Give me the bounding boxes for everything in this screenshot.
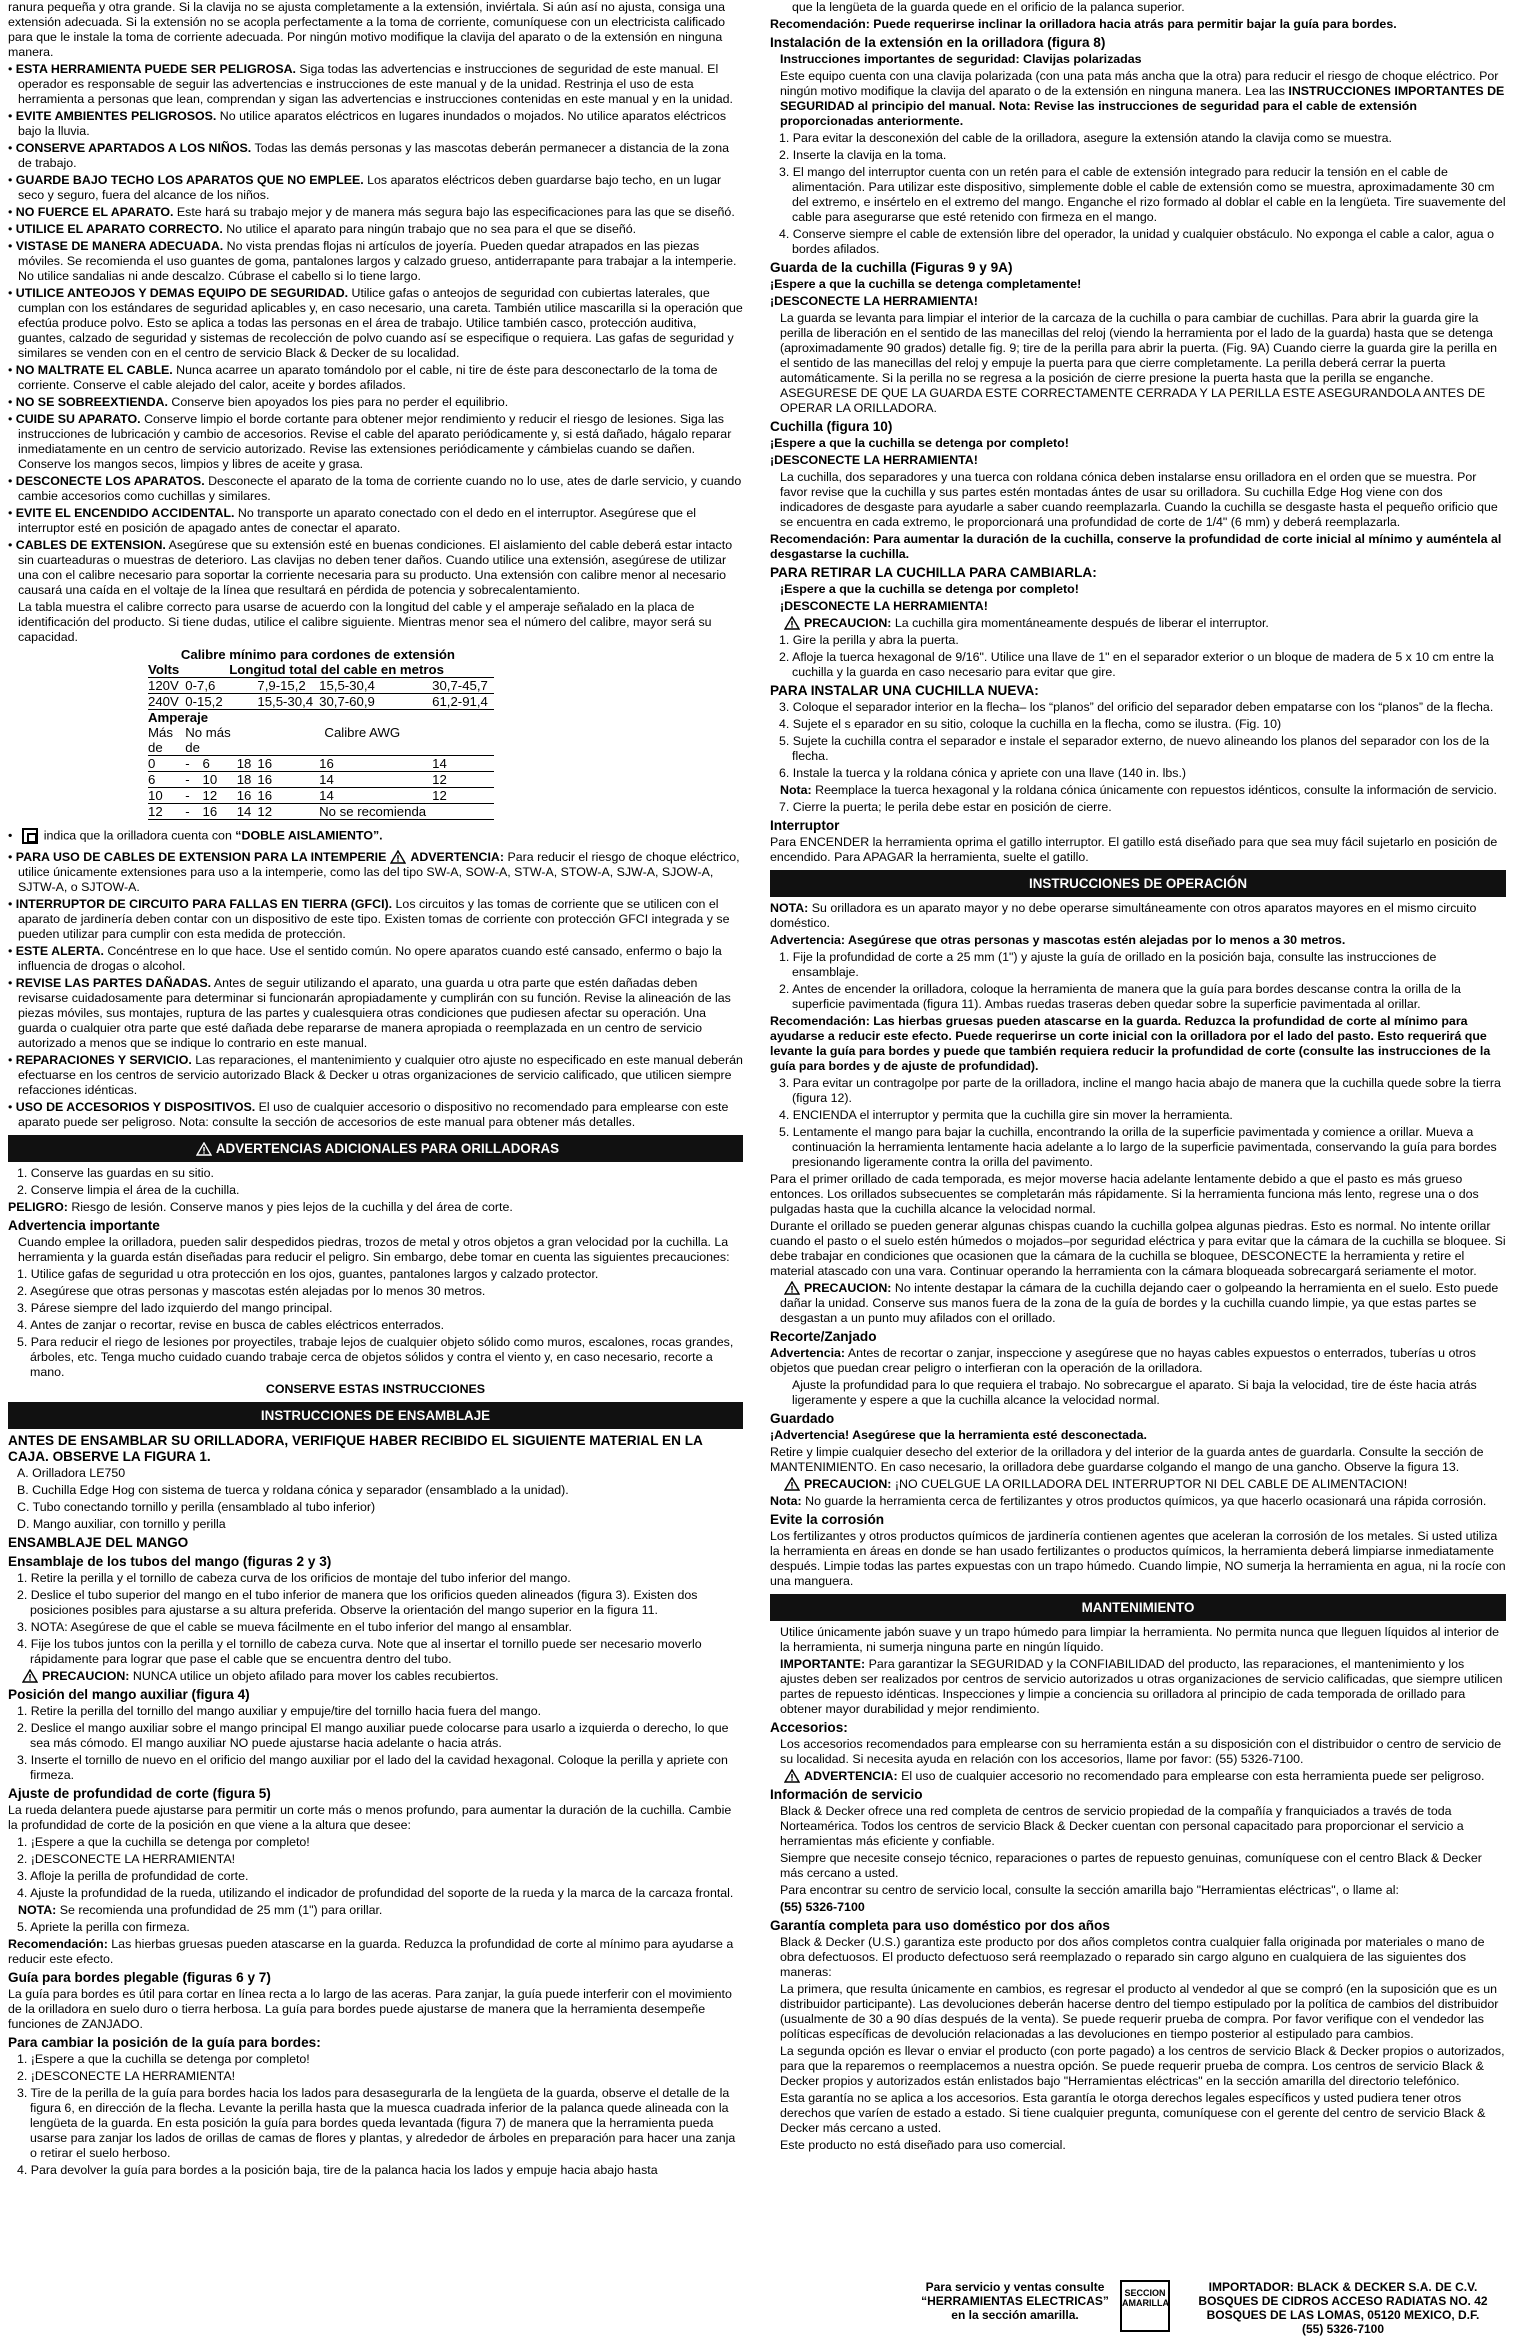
danger-label: PELIGRO: [8, 1200, 68, 1214]
handle-assembly-heading: ENSAMBLAJE DEL MANGO [8, 1535, 189, 1550]
assembly-step: 4. Ajuste la profundidad de la rueda, utilizando el indicador de profundidad del soporte de la rueda y la marca de la carcaza frontal. [17, 1886, 734, 1900]
cut-depth-title: Ajuste de profundidad de corte (figura 5) [8, 1786, 271, 1801]
service-info-paragraph: (55) 5326-7100 [780, 1900, 865, 1914]
double-insulation-note: • indica que la orilladora cuenta con “DOBLE AISLAMIENTO”. [8, 828, 383, 843]
blade-step: 6. Instale la tuerca y la roldana cónica y apriete con una llave (140 in. lbs.) [779, 766, 1187, 780]
safety-rule: • NO FUERCE EL APARATO. Este hará su trabajo mejor y de manera más segura bajo las especificaciones para las que se diseñó. [8, 205, 735, 219]
safety-rule-title: CABLES DE EXTENSION. [15, 538, 166, 552]
remove-blade-warning: ¡DESCONECTE LA HERRAMIENTA! [780, 599, 988, 613]
section-bar-additional-warnings [8, 1135, 743, 1162]
recommendation-note-label: Recomendación: [8, 1937, 108, 1951]
section-bar-maintenance-text: MANTENIMIENTO [1081, 1600, 1195, 1615]
safety-rule: • INTERRUPTOR DE CIRCUITO PARA FALLAS EN TIERRA (GFCI). Los circuitos y las tomas de corriente que se utilicen con el aparato de jardinería deben contar con un dispositivo de este tipo. Existen tomas de corriente con protección GFCI integrada y se pueden utilizar para cumplir con esta medida de protección. [8, 897, 730, 941]
table-cell: 14 [237, 804, 258, 820]
keep-instructions: CONSERVE ESTAS INSTRUCCIONES [265, 1382, 486, 1396]
table-cell: - [185, 772, 202, 788]
remove-blade-title: PARA RETIRAR LA CUCHILLA PARA CAMBIARLA: [770, 565, 1097, 580]
box-content-item: A. Orilladora LE750 [17, 1466, 126, 1480]
section-bar-operation-text: INSTRUCCIONES DE OPERACIÓN [1029, 876, 1247, 891]
precaution-note-label: PRECAUCION: [42, 1669, 130, 1683]
storage-note-label: Nota: [770, 1494, 802, 1508]
assembly-step: 2. ¡DESCONECTE LA HERRAMIENTA! [17, 2069, 236, 2083]
blade-warning: ¡Espere a que la cuchilla se detenga por completo! [770, 436, 1069, 450]
recommendation-note-label: Recomendación: [770, 17, 870, 31]
warning-list-item: 2. Conserve limpia el área de la cuchilla. [17, 1183, 240, 1197]
blade-step: 7. Cierre la puerta; le perila debe estar en posición de cierre. [779, 800, 1112, 814]
table-cell: 16 [237, 788, 258, 804]
footer-service-note [920, 2280, 1110, 2322]
safety-rule-title: VISTASE DE MANERA ADECUADA. [15, 239, 224, 253]
maintenance-important: IMPORTANTE: Para garantizar la SEGURIDAD y la CONFIABILIDAD del producto, las reparaciones, el mantenimiento y los ajustes deben ser realizados por centros de servicio autorizados u otras organizaciones de servicio calificadas, que siempre utilicen partes de repuesto idénticas. Inspecciones y limpie a conciencia su orilladora al principio de cada temporada de orillado para obtener mayor durabilidad y mejor rendimiento. [780, 1657, 1503, 1716]
safety-rule-text: Conserve bien apoyados los pies para no perder el equilibrio. [167, 395, 509, 409]
table-row [148, 740, 494, 756]
intro-paragraph: ranura pequeña y otra grande. Si la clavija no se ajusta completamente a la extensión, inviértala. Si aún así no ajusta, consiga una extensión adecuada. Si la extensión no se acopla perfectamente a la toma de corriente, comuníquese con un electricista calificado para que le instale la toma de corriente adecuada. Por ningún motivo modifique la clavija del aparato o de la extensión en ninguna manera. [8, 0, 726, 59]
safety-rule-title: REVISE LAS PARTES DAÑADAS. [15, 976, 212, 990]
blade-step: 3. Coloque el separador interior en la flecha– los “planos” del orificio del separador deben empatarse con los “planos” de la flecha. [779, 700, 1494, 714]
operation-step: 2. Antes de encender la orilladora, coloque la herramienta de manera que la guía para bordes descanse contra la orilla de la superficie pavimentada (figura 11). Ambas ruedas traseras deben quedar sobre la superficie pavimentada al orillar. [779, 982, 1461, 1011]
warning-triangle-icon [784, 1477, 800, 1491]
warning-triangle-icon [784, 1281, 800, 1295]
table-row [148, 756, 494, 772]
corrosion-text: Los fertilizantes y otros productos químicos de jardinería contienen agentes que aceleran la corrosión de los metales. Si usted utiliza la herramienta en áreas en donde se han usado fertilizantes o productos químicos, la herramienta deberá limpiarse inmediatamente después. Limpie todas las partes expuestas con un trapo húmedo. Cuando limpie, NO sumerja la herramienta en agua, ni la rocíe con una manguera. [770, 1529, 1506, 1588]
table-cell: - [185, 788, 202, 804]
box-content-item: C. Tubo conectando tornillo y perilla (ensamblado al tubo inferior) [17, 1500, 376, 1514]
safety-rule-text: No transporte un aparato conectado con el dedo en el interruptor. Asegúrese que el interruptor esté en posición de apagado antes de conectar el aparato. [18, 506, 696, 535]
handle-tubes-title: Ensamblaje de los tubos del mango (figuras 2 y 3) [8, 1554, 332, 1569]
footer-line: “HERRAMIENTAS ELECTRICAS” [921, 2294, 1109, 2308]
service-info-paragraph: Siempre que necesite consejo técnico, reparaciones o partes de repuesto genuinas, comuníquese con el centro Black & Decker más cercano a usted. [780, 1851, 1482, 1880]
safety-rule: • REPARACIONES Y SERVICIO. Las reparaciones, el mantenimiento y cualquier otro ajuste no especificado en este manual deberán efectuarse en los centros de servicio autorizado Black & Decker u otras organizaciones de servicio calificado, que utilicen siempre refacciones idénticas. [8, 1053, 743, 1097]
warning-triangle-icon [196, 1142, 212, 1156]
warning-triangle-icon [784, 1769, 800, 1783]
assembly-step: 1. ¡Espere a que la cuchilla se detenga por completo! [17, 1835, 310, 1849]
table-cell: No más [185, 725, 231, 740]
extension-table-intro: La tabla muestra el calibre correcto para usarse de acuerdo con la longitud del cable y el amperaje señalado en la placa de identificación del producto. Si tiene dudas, utilice el calibre siguiente. Mientras menor sea el número del calibre, mayor será su capacidad. [18, 600, 712, 644]
storage-title: Guardado [770, 1411, 835, 1426]
safety-rule: • UTILICE EL APARATO CORRECTO. No utilice el aparato para ningún trabajo que no sea para el que se diseñó. [8, 222, 637, 236]
table-cell: de [185, 740, 236, 756]
table-cell: 15,5-30,4 [319, 678, 432, 694]
table-row [148, 772, 494, 788]
precaution-note: PRECAUCION: NUNCA utilice un objeto afilado para mover los cables recubiertos. [8, 1669, 743, 1684]
table-cell [432, 804, 494, 820]
table-cell: 7,9-15,2 [257, 678, 319, 694]
table-cell: 0 [148, 756, 185, 772]
safety-rule-title: PARA USO DE CABLES DE EXTENSION PARA LA INTEMPERIE [15, 850, 387, 864]
yellow-pages-logo: SECCION AMARILLA [1120, 2280, 1170, 2332]
table-cell: 16 [257, 756, 319, 772]
recommendation-note-label: Recomendación: [770, 1014, 870, 1028]
polarized-plug-subtitle: Instrucciones importantes de seguridad: Clavijas polarizadas [780, 52, 1142, 66]
table-cell: de [148, 740, 185, 756]
safety-rule-title: NO SE SOBREEXTIENDA. [15, 395, 168, 409]
blade-guard-text: La guarda se levanta para limpiar el interior de la carcaza de la cuchilla o para cambiar de cuchillas. Para abrir la guarda gire la perilla de liberación en el sentido de las manecillas del reloj (viendo la herramienta por el lado de la guarda) hasta que se detenga (aproximadamente 90 grados) detalle fig. 9; tire de la perilla para abrir la puerta. (Fig. 9A) Cuando cierre la guarda gire la perilla en el sentido de las manecillas del reloj y empuje la puerta para que cierre completamente. La perilla deberá cerrar la puerta automáticamente. Si la perilla no se regresa a la posición de cierre presione la puerta hasta que la perilla se enganche. ASEGURESE DE QUE LA GUARDA ESTE CORRECTAMENTE CERRADA Y LA PERILLA ESTE ASEGURANDOLA ANTES DE OPERAR LA ORILLADORA. [780, 311, 1497, 415]
operation-note: NOTA: Su orilladora es un aparato mayor y no debe operarse simultáneamente con otros aparatos mayores en el mismo circuito doméstico. [770, 901, 1477, 930]
recommendation-note: Recomendación: Las hierbas gruesas pueden atascarse en la guarda. Reduzca la profundidad de corte al mínimo para ayudarse a reducir este efecto. [8, 1937, 734, 1966]
service-info-title: Información de servicio [770, 1787, 923, 1802]
assembly-step: 1. ¡Espere a que la cuchilla se detenga por completo! [17, 2052, 310, 2066]
table-cell: No se recomienda [319, 804, 432, 820]
table-cell: 16 [257, 772, 319, 788]
safety-rule-title: DESCONECTE LOS APARATOS. [15, 474, 205, 488]
blade-note: Nota: Reemplace la tuerca hexagonal y la roldana cónica únicamente con repuestos idénticos, consulte la información de servicio. [780, 783, 1497, 797]
assembly-step: 3. Tire de la perilla de la guía para bordes hacia los lados para desasegurarla de la lengüeta de la guarda, observe el detalle de la figura 6, en dirección de la flecha. Levante la perilla hasta que la muesca cuadrada inferior de la palanca quede alineada con la lengüeta de la guarda. En esta posición la guía para bordes queda levantada (figura 7) de manera que la herramienta pueda usarse para zanjar los lados de orillas de camas de flores y plantas, y alrededor de árboles en preparación para hacer una zanja o retirar el suelo herboso. [17, 2086, 736, 2160]
switch-text: Para ENCENDER la herramienta oprima el gatillo interruptor. El gatillo está diseñado para que sea muy fácil sujetarlo en posición de encendido. Para APAGAR la herramienta, suelte el gatillo. [770, 835, 1498, 864]
table-cell: Volts [148, 662, 185, 678]
table-cell: 14 [432, 756, 494, 772]
precaution-note-label: PRECAUCION: [804, 616, 892, 630]
safety-rule-text: Asegúrese que su extensión esté en buenas condiciones. El aislamiento del cable deberá estar intacto sin cuarteaduras o muestras de deterioro. Las clavijas no deben tener daños. Cuando utilice una extensión, asegúrese de utilizar una con el calibre necesario para soportar la corriente necesaria para su producto. Una extensión con calibre menor al necesario causará una caída en el voltaje de la línea que resultará en pérdida de potencia y sobrecalentamiento. [18, 538, 733, 597]
warning-triangle-icon [390, 850, 406, 864]
safety-rule-title: INTERRUPTOR DE CIRCUITO PARA FALLAS EN TIERRA (GFCI). [15, 897, 393, 911]
danger-text: Riesgo de lesión. Conserve manos y pies lejos de la cuchilla y del área de corte. [67, 1200, 513, 1214]
double-insulation-bold: “DOBLE AISLAMIENTO”. [235, 828, 383, 843]
table-cell: 61,2-91,4 [432, 694, 494, 710]
safety-rule-title: CONSERVE APARTADOS A LOS NIÑOS. [15, 141, 252, 155]
cut-depth-note: NOTA: Se recomienda una profundidad de 25 mm (1") para orillar. [18, 1903, 383, 1917]
assembly-step: 3. Afloje la perilla de profundidad de corte. [17, 1869, 249, 1883]
table-cell: 30,7-60,9 [319, 694, 432, 710]
operation-note-label: NOTA: [770, 901, 809, 915]
storage-warning: ¡Advertencia! Asegúrese que la herramienta esté desconectada. [770, 1428, 1147, 1442]
table-cell: Longitud total del cable en metros [185, 662, 494, 678]
blade-text: La cuchilla, dos separadores y una tuerca con roldana cónica deben instalarse ensu orilladora en el orden que se muestra. Por favor revise que la cuchilla y sus partes estén montadas ántes de usar su orilladora. Su cuchilla Edge Hog viene con dos indicadores de desgaste para ayudarle a saber cuando reemplazarla. Cuando la cuchilla se desgaste hasta el pequeño orificio que se encuentra en cada extremo, le proporcionará una profundidad de corte de 1/4" (6 mm) y deberá reemplazarla. [780, 470, 1498, 529]
safety-rule: • ESTE ALERTA. Concéntrese en lo que hace. Use el sentido común. No opere aparatos cuando esté cansado, enfermo o bajo la influencia de drogas o alcohol. [8, 944, 722, 973]
trimming-title: Recorte/Zanjado [770, 1329, 877, 1344]
section-bar-additional-warnings-text: ADVERTENCIAS ADICIONALES PARA ORILLADORAS [215, 1141, 560, 1156]
operation-warning-label: Advertencia: [770, 933, 846, 947]
storage-text: Retire y limpie cualquier desecho del exterior de la orilladora y del interior de la guarda antes de guardarla. Consulte la sección de MANTENIMIENTO. En caso necesario, la orilladora debe guardarse colgando el mango de una gancho. Observe la figura 13. [770, 1445, 1484, 1474]
install-step: 1. Para evitar la desconexión del cable de la orilladora, asegure la extensión atando la clavija como se muestra. [779, 131, 1393, 145]
recommendation-note: Recomendación: Puede requerirse inclinar la orilladora hacia atrás para permitir bajar la guía para bordes. [770, 17, 1397, 31]
operation-paragraph: Durante el orillado se pueden generar algunas chispas cuando la cuchilla golpea algunas piedras. Esto es normal. No intente orillar cuando el pasto o el suelo estén húmedos o mojados–por seguridad eléctrica y para evitar que la cámara de la cuchilla se bloquee. Si debe trabajar en condiciones que ocasionen que la cámara de la cuchilla se bloquee, DESCONECTE la herramienta y retire el material atascado con una vara. Continuar operando la herramienta con la cámara bloqueada sobrecargará seriamente el motor. [770, 1219, 1506, 1278]
warning-triangle-icon [22, 1669, 38, 1683]
precaution-note-label: ADVERTENCIA: [804, 1769, 898, 1783]
warranty-paragraph: La segunda opción es llevar o enviar el producto (con porte pagado) a los centros de servicio Black & Decker propios o autorizados, para que la reparemos o reemplacemos a nuestra opción. Se puede requerir prueba de compra. Los centros de servicio Black & Decker propios y autorizados están enlistados bajo "Herramientas eléctricas" en la sección amarilla del directorio telefónico. [780, 2044, 1505, 2088]
warranty-paragraph: La primera, que resulta únicamente en cambios, es regresar el producto al vendedor al que se compró (en la suposición que es un distribuidor participante). Las devoluciones deberán hacerse dentro del tiempo estipulado por la política de cambios del distribuidor (usualmente de 30 a 90 días después de la venta). Se puede requerir prueba de compra. Por favor verifique con el vendedor las políticas específicas de devolución relacionadas a las devoluciones en tiempo posterior al estipulado para cambios. [780, 1982, 1499, 2041]
corrosion-title: Evite la corrosión [770, 1512, 885, 1527]
cut-depth-text: La rueda delantera puede ajustarse para permitir un corte más o menos profundo, para aumentar la duración de la cuchilla. Cambie la profundidad de corte de la posición en que viene a la altura que desee: [8, 1803, 732, 1832]
safety-rule-text: Antes de seguir utilizando el aparato, una guarda u otra parte que estén dañadas deben revisarse cuidadosamente para determinar si funcionarán apropiadamente y cumplirán con su función. Revise la alineación de las piezas móviles, sus montajes, ruptura de las partes y cualesquiera otras condiciones que pudiesen afectar su operación. Una guarda o cualquier otra parte que esté dañada debe repararse de manera apropiada o reemplazada en un centro de servicio autorizado a menos que se indique lo contrario en este manual. [18, 976, 731, 1050]
left-column [8, 0, 743, 2350]
blade-note-label: Nota: [780, 783, 812, 797]
important-warning-title: Advertencia importante [8, 1218, 160, 1233]
table-cell: 240V [148, 694, 185, 710]
safety-rule-title: REPARACIONES Y SERVICIO. [15, 1053, 192, 1067]
table-cell: 16 [257, 788, 319, 804]
continuation-text: que la lengüeta de la guarda quede en el orificio de la palanca superior. [792, 0, 1185, 14]
warranty-paragraph: Esta garantía no se aplica a los accesorios. Esta garantía le otorga derechos legales específicos y usted pudiera tener otros derechos que varíen de estado a estado. Si tiene cualquier pregunta, comuníquese con el gerente del centro de servicio Black & Decker más cercano a usted. [780, 2091, 1486, 2135]
trimming-warning-label: Advertencia: [770, 1346, 846, 1360]
edge-guide-text: La guía para bordes es útil para cortar en línea recta a lo largo de las aceras. Para zanjar, la guía puede interferir con el movimiento de la orilladora en suelo duro o tierra herbosa. La guía para bordes puede ajustarse de manera que la herramienta desempeñe funciones de ZANJADO. [8, 1987, 732, 2031]
page-footer [770, 2280, 1506, 2344]
important-warning-text: Cuando emplee la orilladora, pueden salir despedidos piedras, trozos de metal y otros objetos a gran velocidad por la cuchilla. La herramienta y la guarda están diseñadas para reducir el peligro. Sin embargo, debe tomar en cuenta las siguientes precauciones: [18, 1235, 730, 1264]
table-row [148, 647, 494, 662]
safety-rule-text: Utilice gafas o anteojos de seguridad con cubiertas laterales, que cumplan con los estándares de seguridad aplicables y, en caso necesario, una careta. También utilice mascarilla si la operación que efectúa produce polvo. Esto se aplica a todas las personas en el área de trabajo. Utilice también casco, protección auditiva, guantes, calzado de seguridad y sistemas de recolección de polvo cuando así se especifique o requiera. Las gafas de seguridad y similares se venden con en el centro de servicio Black & Decker de su localidad. [18, 286, 743, 360]
table-row [148, 710, 494, 726]
safety-rule-text: No vista prendas flojas ni artículos de joyería. Pueden quedar atrapados en las piezas móviles. Se recomienda el uso guantes de goma, pantalones largos y calzado grueso, antiderrapante para trabajar a la intemperie. No utilice sandalias ni ande descalzo. Cúbrase el cabello si lo tiene largo. [18, 239, 737, 283]
operation-step: 5. Lentamente el mango para bajar la cuchilla, encontrando la orilla de la superficie pavimentada y comience a orillar. Mueva a continuación la herramienta lentamente hacia adelante a lo largo de la superficie pavimentada, conservando la guía para bordes presionando ligeramente contra la orilla del pavimento. [779, 1125, 1497, 1169]
table-cell: Amperaje [148, 710, 209, 725]
warranty-paragraph: Black & Decker (U.S.) garantiza este producto por dos años completos contra cualquier falla originada por materiales o mano de obra defectuosos. El producto defectuoso será reemplazado o reparado sin cargo alguno en cualquiera de las siguientes dos maneras: [780, 1935, 1485, 1979]
safety-rule: • USO DE ACCESORIOS Y DISPOSITIVOS. El uso de cualquier accesorio o dispositivo no recomendado para emplearse con este aparato puede ser peligroso. Nota: consulte la sección de accesorios de este manual para obtener más detalles. [8, 1100, 729, 1129]
safety-rule-text: No utilice el aparato para ningún trabajo que no sea para el que se diseñó. [222, 222, 637, 236]
blade-step: 4. Sujete el s eparador en su sitio, coloque la cuchilla en la flecha, como se ilustra. (Fig. 10) [779, 717, 1282, 731]
table-cell: 10 [148, 788, 185, 804]
table-cell: 0-7,6 [185, 678, 257, 694]
safety-rule: • REVISE LAS PARTES DAÑADAS. Antes de seguir utilizando el aparato, una guarda u otra parte que estén dañadas deben revisarse cuidadosamente para determinar si funcionarán apropiadamente y cumplirán con su función. Revise la alineación de las piezas móviles, sus montajes, ruptura de las partes y cualesquiera otras condiciones que pudiesen afectar su operación. Una guarda o cualquier otra parte que esté dañada debe repararse de manera apropiada o reemplazada en un centro de servicio autorizado a menos que se indique lo contrario en este manual. [8, 976, 731, 1050]
safety-rule: • NO SE SOBREEXTIENDA. Conserve bien apoyados los pies para no perder el equilibrio. [8, 395, 509, 409]
table-cell: 6 [148, 772, 185, 788]
safety-rule-text: Los circuitos y las tomas de corriente que se utilicen con el aparato de jardinería deben contar con un dispositivo de este tipo. Existen tomas de corriente con protección GFCI integrada y se pueden utilizar para cumplir con esta medida de protección. [18, 897, 730, 941]
polarized-plug-text: Este equipo cuenta con una clavija polarizada (con una pata más ancha que la otra) para reducir el riesgo de choque eléctrico. Por ningún motivo modifique la clavija del aparato o de la extensión en ninguna manera. Lea las INSTRUCCIONES IMPORTANTES DE SEGURIDAD al principio del manual. Nota: Revise las instrucciones de seguridad para el cable de extensión proporcionadas anteriormente. [780, 69, 1505, 128]
polarized-plug-bold: INSTRUCCIONES IMPORTANTES DE SEGURIDAD al principio del manual. Nota: Revise las instrucciones de seguridad para el cable de extensión proporcionadas anteriormente. [780, 84, 1505, 128]
precaution-item: 3. Párese siempre del lado izquierdo del mango principal. [17, 1301, 333, 1315]
operation-step: 3. Para evitar un contragolpe por parte de la orilladora, incline el mango hacia abajo de manera que la cuchilla quede sobre la tierra (figura 12). [779, 1076, 1501, 1105]
safety-rule-text: Siga todas las advertencias e instrucciones de seguridad de este manual. El operador es responsable de seguir las advertencias e instrucciones de este manual y de la unidad. Restrinja el uso de esta herramienta a personas que lean, comprendan y sigan las advertencias e instrucciones contenidas en este manual y en la unidad. [18, 62, 733, 106]
safety-rule-title: EVITE AMBIENTES PELIGROSOS. [15, 109, 217, 123]
assembly-step: 2. ¡DESCONECTE LA HERRAMIENTA! [17, 1852, 236, 1866]
warning-list-item: 1. Conserve las guardas en su sitio. [17, 1166, 214, 1180]
remove-blade-warning: ¡Espere a que la cuchilla se detenga por completo! [780, 582, 1079, 596]
precaution-note: PRECAUCION: La cuchilla gira momentáneamente después de liberar el interruptor. [770, 616, 1506, 631]
operation-warning: Advertencia: Asegúrese que otras personas y mascotas estén alejadas por lo menos a 30 metros. [770, 933, 1346, 947]
safety-rule-text: Este hará su trabajo mejor y de manera más segura bajo las especificaciones para las que se diseñó. [173, 205, 735, 219]
safety-rule: • NO MALTRATE EL CABLE. Nunca acarree un aparato tomándolo por el cable, ni tire de éste para desconectarlo de la toma de corriente. Conserve el cable alejado del calor, aceite y bordes afilados. [8, 363, 718, 392]
table-row [148, 694, 494, 710]
operation-step: 1. Fije la profundidad de corte a 25 mm (1") y ajuste la guía de orillado en la posición baja, consulte las instrucciones de ensamblaje. [779, 950, 1437, 979]
accessories-title: Accesorios: [770, 1720, 848, 1735]
safety-rule: • DESCONECTE LOS APARATOS. Desconecte el aparato de la toma de corriente cuando no lo use, ates de darle servicio, y cuando cambie accesorios como cuchillas y similares. [8, 474, 742, 503]
safety-rule-text: Conserve limpio el borde cortante para obtener mejor rendimiento y reducir el riesgo de lesiones. Siga las instrucciones de lubricación y cambio de accesorios. Revise el cable del aparato periódicamente y, si está dañado, hágalo reparar inmediatamente en un centro de servicio autorizado. Revise las extensiones periódicamente y cámbielas cuando se dañen. Conserve los mangos secos, limpios y libres de aceite y grasa. [18, 412, 732, 471]
safety-rule-text: El uso de cualquier accesorio o dispositivo no recomendado para emplearse con este aparato puede ser peligroso. Nota: consulte la sección de accesorios de este manual para obtener más detalles. [18, 1100, 729, 1129]
safety-rule: • ESTA HERRAMIENTA PUEDE SER PELIGROSA. Siga todas las advertencias e instrucciones de seguridad de este manual. El operador es responsable de seguir las advertencias e instrucciones de este manual y de la unidad. Restrinja el uso de esta herramienta a personas que lean, comprendan y sigan las advertencias e instrucciones contenidas en este manual y en la unidad. [8, 62, 733, 106]
safety-rule: • EVITE EL ENCENDIDO ACCIDENTAL. No transporte un aparato conectado con el dedo en el interruptor. Asegúrese que el interruptor esté en posición de apagado antes de conectar el aparato. [8, 506, 696, 535]
table-row [148, 678, 494, 694]
extension-install-title: Instalación de la extensión en la orilladora (figura 8) [770, 35, 1106, 50]
section-bar-assembly-text: INSTRUCCIONES DE ENSAMBLAJE [260, 1408, 491, 1423]
blade-step: 5. Sujete la cuchilla contra el separador e instale el separador externo, de nuevo alineando los planos del separador con los de la flecha. [779, 734, 1490, 763]
safety-rule: • CABLES DE EXTENSION. Asegúrese que su extensión esté en buenas condiciones. El aislamiento del cable deberá estar intacto sin cuarteaduras o muestras de deterioro. Las clavijas no deben tener daños. Cuando utilice una extensión, asegúrese de utilizar una con el calibre necesario para soportar la corriente necesaria para su producto. Una extensión con calibre menor al necesario causará una caída en el voltaje de la línea que resultará en pérdida de potencia y sobrecalentamiento. [8, 538, 733, 597]
table-cell: - [185, 804, 202, 820]
change-guide-title: Para cambiar la posición de la guía para bordes: [8, 2035, 321, 2050]
install-blade-title: PARA INSTALAR UNA CUCHILLA NUEVA: [770, 683, 1039, 698]
table-cell: 30,7-45,7 [432, 678, 494, 694]
assembly-step: 4. Fije los tubos juntos con la perilla y el tornillo de cabeza curva. Note que al insertar el tornillo puede ser necesario moverlo rápidamente para lograr que pase el cable que se encuentra dentro del tubo. [17, 1637, 702, 1666]
safety-rule-text: Los aparatos eléctricos deben guardarse bajo techo, en un lugar seco y seguro, fuera del alcance de los niños. [18, 173, 722, 202]
safety-rule-text: Concéntrese en lo que hace. Use el sentido común. No opere aparatos cuando esté cansado, enfermo o bajo la influencia de drogas o alcohol. [18, 944, 722, 973]
safety-rule: • VISTASE DE MANERA ADECUADA. No vista prendas flojas ni artículos de joyería. Pueden quedar atrapados en las piezas móviles. Se recomienda el uso guantes de goma, pantalones largos y calzado grueso, antiderrapante para trabajar a la intemperie. No utilice sandalias ni ande descalzo. Cúbrase el cabello si lo tiene largo. [8, 239, 737, 283]
recommendation-note: Recomendación: Las hierbas gruesas pueden atascarse en la guarda. Reduzca la profundidad de corte al mínimo para ayudarse a reducir este efecto. Puede requerirse un corte inicial con la orilladora por el lado del pasto. Esto requerirá que levante la guía para bordes y puede que también requiera reducir la profundidad de corte (consulte las instrucciones de la guía para bordes y de ajuste de profundidad). [770, 1014, 1491, 1073]
footer-line: en la sección amarilla. [951, 2308, 1079, 2322]
blade-title: Cuchilla (figura 10) [770, 419, 893, 434]
box-content-item: B. Cuchilla Edge Hog con sistema de tuerca y roldana cónica y separador (ensamblado a la unidad). [17, 1483, 569, 1497]
precaution-note: ADVERTENCIA: El uso de cualquier accesorio no recomendado para emplearse con esta herramienta puede ser peligroso. [770, 1769, 1506, 1784]
table-cell [237, 740, 494, 756]
aux-handle-title: Posición del mango auxiliar (figura 4) [8, 1687, 250, 1702]
table-cell: - [185, 756, 202, 772]
operation-paragraph: Para el primer orillado de cada temporada, es mejor moverse hacia adelante lentamente debido a que el pasto es más grueso entonces. Los orillados subsecuentes se completarán más rápidamente. Si la herramienta funciona más lento, regrese una o dos pulgadas hasta que la cuchilla alcance la velocidad normal. [770, 1172, 1479, 1216]
table-cell: 12 [432, 788, 494, 804]
table-cell: 14 [319, 772, 432, 788]
precaution-note: PRECAUCION: No intente destapar la cámara de la cuchilla dejando caer o golpeando la herramienta en el suelo. Esto puede dañar la unidad. Conserve sus manos fuera de la zona de la guía de bordes y la cuchilla cuando limpie, ya que estas partes se desgastan a un punto muy afilados con el orillado. [780, 1281, 1499, 1325]
safety-rule: • PARA USO DE CABLES DE EXTENSION PARA LA INTEMPERIE ADVERTENCIA: Para reducir el riesgo de choque eléctrico, utilice únicamente extensiones para uso a la intemperie, como las del tipo SW-A, SOW-A, STW-A, STOW-A, SJW-A, SJOW-A, SJTW-A, o SJTOW-A. [8, 850, 740, 894]
blade-step: 2. Afloje la tuerca hexagonal de 9/16". Utilice una llave de 1" en el separador exterior o un bloque de madera de 5 x 10 cm entre la cuchilla y la guarda en caso necesario para evitar que gire. [779, 650, 1494, 679]
table-row [148, 662, 494, 678]
blade-guard-warning: ¡DESCONECTE LA HERRAMIENTA! [770, 294, 978, 308]
footer-line: BOSQUES DE CIDROS ACCESO RADIATAS NO. 42 [1198, 2294, 1488, 2308]
assembly-step: 5. Apriete la perilla con firmeza. [17, 1920, 190, 1934]
assembly-step: 1. Retire la perilla del tornillo del mango auxiliar y empuje/tire del tornillo hacia fuera del mango. [17, 1704, 542, 1718]
safety-rule: • CONSERVE APARTADOS A LOS NIÑOS. Todas las demás personas y las mascotas deberán permanecer a distancia de la zona de trabajo. [8, 141, 730, 170]
footer-line: BOSQUES DE LAS LOMAS, 05120 MEXICO, D.F. [1206, 2308, 1480, 2322]
extension-table [8, 647, 743, 820]
assembly-step: 2. Deslice el mango auxiliar sobre el mango principal El mango auxiliar puede colocarse para usarlo a izquierda o derecho, lo que sea más cómodo. El mango auxiliar NO puede ajustarse hacia adelante o hacia atrás. [17, 1721, 729, 1750]
table-cell: Más [148, 725, 173, 740]
safety-rule-title: UTILICE ANTEOJOS Y DEMAS EQUIPO DE SEGURIDAD. [15, 286, 349, 300]
storage-note: Nota: No guarde la herramienta cerca de fertilizantes y otros productos químicos, ya que hacerlo ocasionará una rápida corrosión. [770, 1494, 1487, 1508]
safety-rule-title: NO FUERCE EL APARATO. [15, 205, 174, 219]
table-cell: 120V [148, 678, 185, 694]
install-step: 3. El mango del interruptor cuenta con un retén para el cable de extensión integrado para reducir la tensión en el cable de alimentación. Para utilizar este dispositivo, simplemente doble el cable de extensión como se muestra, aproximadamente 30 cm del extremo, e insértelo en el extremo del mango. Enganche el rizo formado al doblar el cable en la lengüeta. Tire suavemente del cable para asegurarse que esté retenido con firmeza en el mango. [779, 165, 1506, 224]
table-cell: 15,5-30,4 [257, 694, 319, 710]
safety-rule-text: Desconecte el aparato de la toma de corriente cuando no lo use, ates de darle servicio, y cuando cambie accesorios como cuchillas y similares. [18, 474, 742, 503]
table-cell: 12 [202, 788, 236, 804]
importer-address [1180, 2280, 1506, 2336]
table-cell: 10 [202, 772, 236, 788]
service-info-paragraph: Para encontrar su centro de servicio local, consulte la sección amarilla bajo "Herramientas eléctricas", o llame al: [780, 1883, 1399, 1897]
install-step: 4. Conserve siempre el cable de extensión libre del operador, la unidad y cualquier obstáculo. No exponga el cable a calor, agua o bordes afilados. [779, 227, 1494, 256]
safety-rule-text: No utilice aparatos eléctricos en lugares inundados o mojados. No utilice aparatos eléctricos bajo la lluvia. [18, 109, 727, 138]
trimming-warning: Advertencia: Antes de recortar o zanjar, inspeccione y asegúrese que no hayas cables expuestos o enterrados, tuberías u otros objetos que puedan crear peligro o interfieran con la operación de la orilladora. [770, 1346, 1476, 1375]
table-cell: 12 [432, 772, 494, 788]
precaution-note-label: PRECAUCION: [804, 1281, 892, 1295]
section-bar-assembly [8, 1402, 743, 1429]
warranty-title: Garantía completa para uso doméstico por dos años [770, 1918, 1110, 1933]
install-step: 2. Inserte la clavija en la toma. [779, 148, 947, 162]
table-cell: 16 [319, 756, 432, 772]
table-cell: 12 [257, 804, 319, 820]
safety-rule: • GUARDE BAJO TECHO LOS APARATOS QUE NO EMPLEE. Los aparatos eléctricos deben guardarse bajo techo, en un lugar seco y seguro, fuera del alcance de los niños. [8, 173, 722, 202]
maintenance-text: Utilice únicamente jabón suave y un trapo húmedo para limpiar la herramienta. No permita nunca que lleguen líquidos al interior de la herramienta, ni sumerja ninguna parte en ningún líquido. [780, 1625, 1500, 1654]
table-cell: Calibre mínimo para cordones de extensión [180, 647, 455, 662]
accessories-text: Los accesorios recomendados para emplearse con su herramienta están a su disposición con el distribuidor o centro de servicio de su localidad. Si necesita ayuda en relación con los accesorios, llame por favor: (55) 5326-7100. [780, 1737, 1502, 1766]
table-cell: 18 [237, 756, 258, 772]
warranty-paragraph: Este producto no está diseñado para uso comercial. [780, 2138, 1066, 2152]
table-cell: 18 [237, 772, 258, 788]
assembly-step: 1. Retire la perilla y el tornillo de cabeza curva de los orificios de montaje del tubo inferior del mango. [17, 1571, 571, 1585]
safety-rule-title: GUARDE BAJO TECHO LOS APARATOS QUE NO EMPLEE. [15, 173, 364, 187]
precaution-item: 1. Utilice gafas de seguridad u otra protección en los ojos, guantes, pantalones largos y calzado protector. [17, 1267, 599, 1281]
precaution-note-label: PRECAUCION: [804, 1477, 892, 1491]
cut-depth-note-label: NOTA: [18, 1903, 57, 1917]
trimming-text: Ajuste la profundidad para lo que requiera el trabajo. No sobrecargue el aparato. Si baja la velocidad, tire de éste hacia atrás ligeramente y espere a que la cuchilla alcance la velocidad normal. [792, 1378, 1477, 1407]
footer-line: Para servicio y ventas consulte [925, 2280, 1105, 2294]
section-bar-operation [770, 870, 1506, 897]
table-row [148, 804, 494, 820]
precaution-item: 5. Para reducir el riego de lesiones por proyectiles, trabaje lejos de cualquier objeto sólido como muros, escalones, rocas grandes, árboles, etc. Tenga mucho cuidado cuando trabaje cerca de objetos sólidos y contra el viento y, en caso necesario, recorte a mano. [17, 1335, 734, 1379]
recommendation-note-label: Recomendación: [770, 532, 870, 546]
double-insulation-text: indica que la orilladora cuenta con [43, 828, 232, 843]
section-bar-maintenance [770, 1594, 1506, 1621]
table-cell: 0-15,2 [185, 694, 257, 710]
safety-rule-text: Las reparaciones, el mantenimiento y cualquier otro ajuste no especificado en este manual deberán efectuarse en los centros de servicio autorizado Black & Decker u otras organizaciones de servicio calificado, que utilicen siempre refacciones idénticas. [18, 1053, 743, 1097]
operation-step: 4. ENCIENDA el interruptor y permita que la cuchilla gire sin mover la herramienta. [779, 1108, 1233, 1122]
blade-step: 1. Gire la perilla y abra la puerta. [779, 633, 959, 647]
precaution-item: 4. Antes de zanjar o recortar, revise en busca de cables eléctricos enterrados. [17, 1318, 445, 1332]
warning-triangle-icon [784, 616, 800, 630]
table-cell: Calibre AWG [324, 725, 401, 740]
safety-rule-text: Para reducir el riesgo de choque eléctrico, utilice únicamente extensiones para uso a la intemperie, como las del tipo SW-A, SOW-A, STW-A, STOW-A, SJW-A, SJOW-A, SJTW-A, o SJTOW-A. [18, 850, 740, 894]
precaution-note: PRECAUCION: ¡NO CUELGUE LA ORILLADORA DEL INTERRUPTOR NI DEL CABLE DE ALIMENTACION! [770, 1477, 1506, 1492]
blade-guard-title: Guarda de la cuchilla (Figuras 9 y 9A) [770, 260, 1013, 275]
safety-rule-text: Nunca acarree un aparato tomándolo por el cable, ni tire de éste para desconectarlo de la toma de corriente. Conserve el cable alejado del calor, aceite y bordes afilados. [18, 363, 718, 392]
safety-rule-title: UTILICE EL APARATO CORRECTO. [15, 222, 223, 236]
recommendation-note: Recomendación: Para aumentar la duración de la cuchilla, conserve la profundidad de corte inicial al mínimo y auméntela al desgastarse la cuchilla. [770, 532, 1502, 561]
assembly-step: 3. NOTA: Asegúrese de que el cable se mueva fácilmente en el tubo inferior del mango al ensamblar. [17, 1620, 572, 1634]
assembly-step: 4. Para devolver la guía para bordes a la posición baja, tire de la palanca hacia los lados y empuje hacia abajo hasta [17, 2163, 658, 2177]
safety-rule: • UTILICE ANTEOJOS Y DEMAS EQUIPO DE SEGURIDAD. Utilice gafas o anteojos de seguridad con cubiertas laterales, que cumplan con los estándares de seguridad aplicables y, en caso necesario, una careta. También utilice mascarilla si la operación que efectúa produce polvo. Esto se aplica a todas las personas en el área de trabajo. Utilice también casco, protección auditiva, guantes, calzado de seguridad y sistemas de recolección de polvo cuando así se especifique o requiera. Las gafas de seguridad y similares se venden con en el centro de servicio Black & Decker de su localidad. [8, 286, 743, 360]
safety-rule: • EVITE AMBIENTES PELIGROSOS. No utilice aparatos eléctricos en lugares inundados o mojados. No utilice aparatos eléctricos bajo la lluvia. [8, 109, 727, 138]
safety-rule-title: CUIDE SU APARATO. [15, 412, 141, 426]
danger-note [8, 1200, 743, 1215]
table-cell: 12 [148, 804, 185, 820]
safety-rule-warn: ADVERTENCIA: [410, 850, 505, 864]
footer-line: IMPORTADOR: BLACK & DECKER S.A. DE C.V. [1208, 2280, 1478, 2294]
safety-rule-title: USO DE ACCESORIOS Y DISPOSITIVOS. [15, 1100, 256, 1114]
blade-guard-warning: ¡Espere a que la cuchilla se detenga completamente! [770, 277, 1082, 291]
safety-rule: • CUIDE SU APARATO. Conserve limpio el borde cortante para obtener mejor rendimiento y reducir el riesgo de lesiones. Siga las instrucciones de lubricación y cambio de accesorios. Revise el cable del aparato periódicamente y, si está dañado, hágalo reparar inmediatamente en un centro de servicio autorizado. Revise las extensiones periódicamente y cámbielas cuando se dañen. Conserve los mangos secos, limpios y libres de aceite y grasa. [8, 412, 732, 471]
double-insulation-icon [22, 828, 38, 844]
precaution-item: 2. Asegúrese que otras personas y mascotas estén alejadas por lo menos 30 metros. [17, 1284, 486, 1298]
edge-guide-title: Guía para bordes plegable (figuras 6 y 7) [8, 1970, 271, 1985]
switch-title: Interruptor [770, 818, 840, 833]
blade-warning: ¡DESCONECTE LA HERRAMIENTA! [770, 453, 978, 467]
extension-gauge-table [148, 647, 494, 820]
table-row [148, 725, 494, 740]
service-info-paragraph: Black & Decker ofrece una red completa de centros de servicio propiedad de la compañía y franquiciados a través de toda Norteamérica. Todos los centros de servicio Black & Decker cuentan con personal capacitado para proporcionar el servicio a herramientas más eficiente y confiable. [780, 1804, 1464, 1848]
table-cell: 16 [202, 804, 236, 820]
safety-rule-text: Todas las demás personas y las mascotas deberán permanecer a distancia de la zona de trabajo. [18, 141, 730, 170]
table-row [148, 788, 494, 804]
assembly-step: 2. Deslice el tubo superior del mango en el tubo inferior de manera que los orificios queden alineados (figura 3). Existen dos posiciones posibles para ajustarse a su altura preferida. Observe la orientación del mango superior en la figura 11. [17, 1588, 698, 1617]
footer-line: (55) 5326-7100 [1301, 2322, 1385, 2336]
safety-rule-title: EVITE EL ENCENDIDO ACCIDENTAL. [15, 506, 235, 520]
table-cell: 6 [202, 756, 236, 772]
safety-rule-title: NO MALTRATE EL CABLE. [15, 363, 173, 377]
safety-rule-title: ESTA HERRAMIENTA PUEDE SER PELIGROSA. [15, 62, 296, 76]
table-cell: 14 [319, 788, 432, 804]
right-column [770, 0, 1506, 2350]
assembly-step: 3. Inserte el tornillo de nuevo en el orificio del mango auxiliar por el lado del la cavidad hexagonal. Coloque la perilla y apriete con firmeza. [17, 1753, 728, 1782]
maintenance-important-label: IMPORTANTE: [780, 1657, 866, 1671]
box-content-item: D. Mango auxiliar, con tornillo y perilla [17, 1517, 226, 1531]
assembly-heading: ANTES DE ENSAMBLAR SU ORILLADORA, VERIFIQUE HABER RECIBIDO EL SIGUIENTE MATERIAL EN LA CAJA. OBSERVE LA FIGURA 1. [8, 1433, 703, 1464]
safety-rule-title: ESTE ALERTA. [15, 944, 104, 958]
